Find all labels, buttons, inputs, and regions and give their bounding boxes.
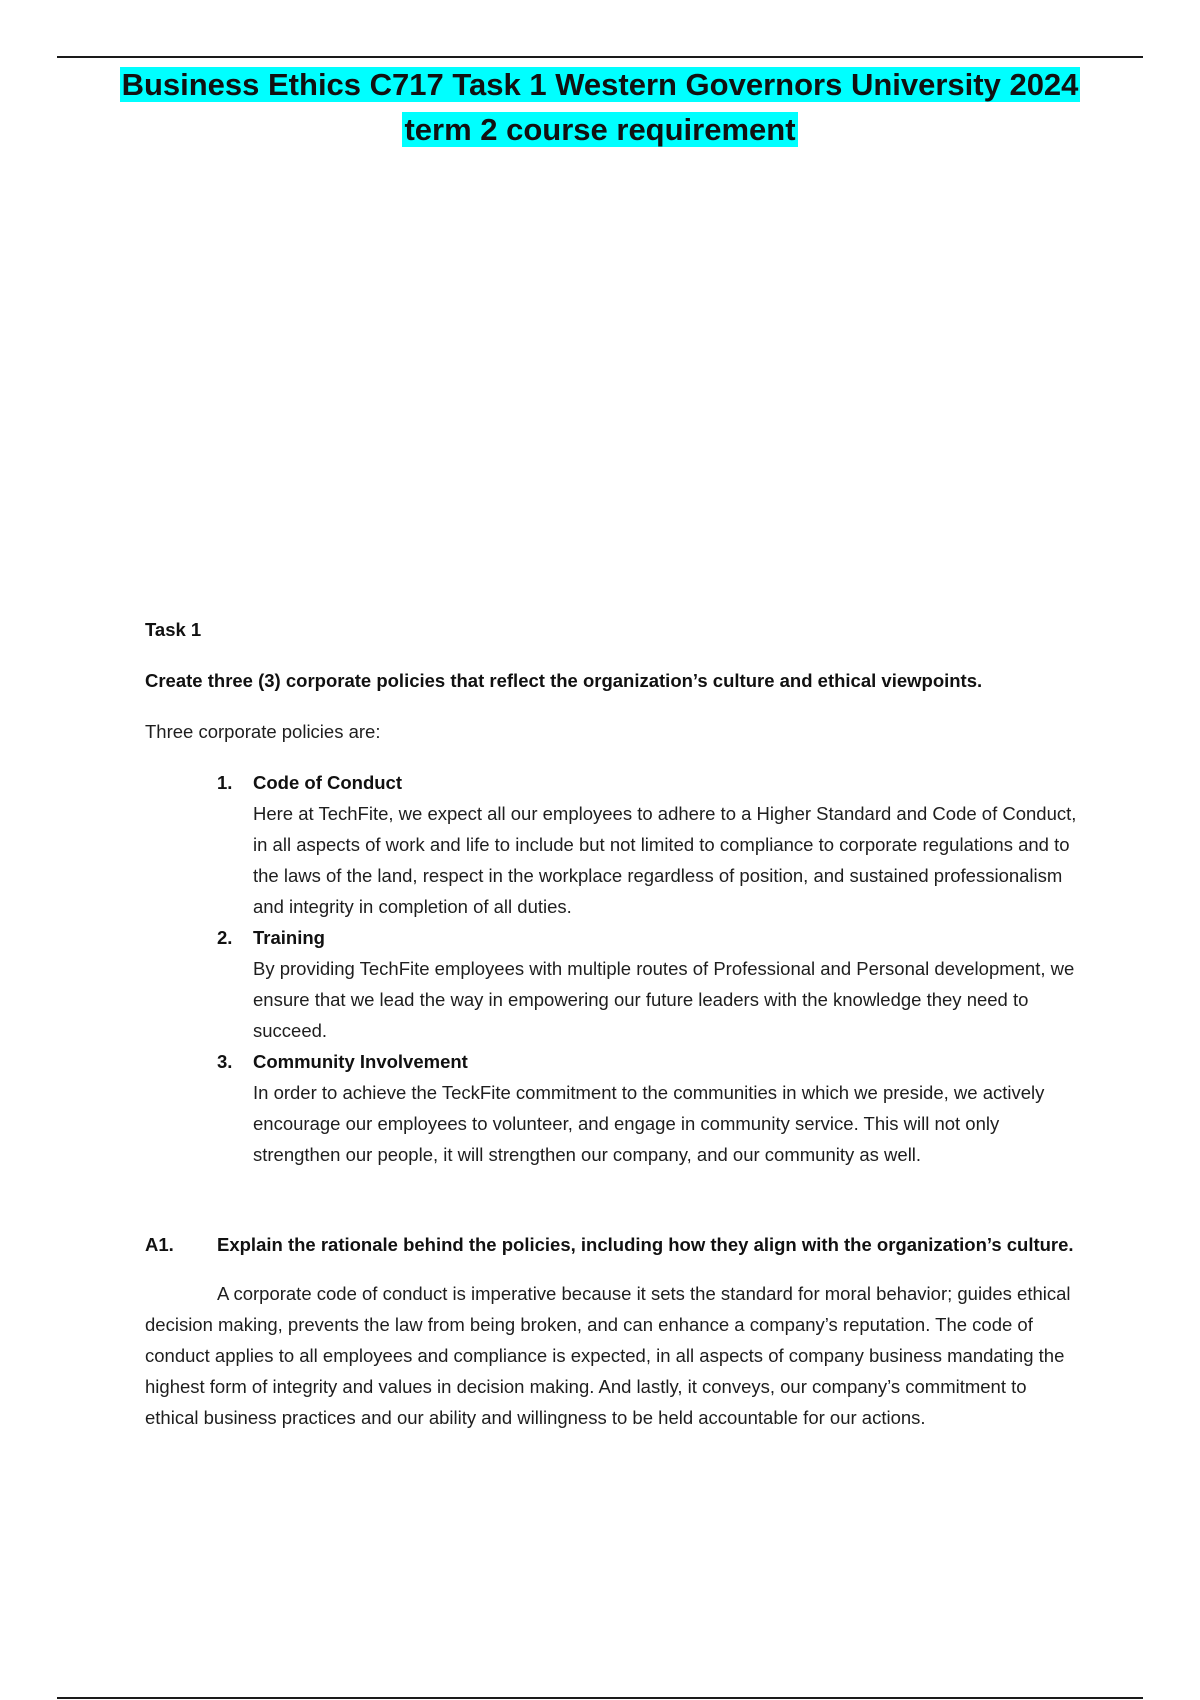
document-title [100,62,1100,152]
policy-number: 2. [217,927,233,948]
policy-list [145,767,1085,1170]
section-code: A1. [145,1234,174,1255]
task-section [145,614,1085,1170]
task-intro: Three corporate policies are: [145,721,381,742]
policy-number: 3. [217,1051,233,1072]
list-item [217,767,1085,922]
section-a1 [145,1229,1085,1433]
section-heading [145,1229,1085,1260]
section-heading-text: Explain the rationale behind the policies, including how they align with the organization’s culture. [217,1234,1074,1255]
policy-body: In order to achieve the TeckFite commitment to the communities in which we preside, we actively encourage our employees to volunteer, and engage in community service. This will not only strengthen our people, it will strengthen our company, and our community as well. [253,1082,1045,1165]
task-prompt: Create three (3) corporate policies that reflect the organization’s culture and ethical viewpoints. [145,670,983,691]
list-item [217,922,1085,1046]
bottom-rule [57,1697,1143,1699]
policy-number: 1. [217,772,233,793]
policy-title: Code of Conduct [253,772,403,793]
section-paragraph: A corporate code of conduct is imperative because it sets the standard for moral behavior; guides ethical decision making, prevents the law from being broken, and can enhance a company’s reputation. The code of conduct applies to all employees and compliance is expected, in all aspects of company business mandating the highest form of integrity and values in decision making. And lastly, it conveys, our company’s commitment to ethical business practices and our ability and willingness to be held accountable for our actions. [145,1283,1071,1428]
policy-body: By providing TechFite employees with multiple routes of Professional and Personal development, we ensure that we lead the way in empowering our future leaders with the knowledge they need to succeed. [253,958,1075,1041]
top-rule [57,56,1143,58]
policy-body: Here at TechFite, we expect all our employees to adhere to a Higher Standard and Code of Conduct, in all aspects of work and life to include but not limited to compliance to corporate regulations and to the laws of the land, respect in the workplace regardless of position, and sustained professionalism and integrity in completion of all duties. [253,803,1077,917]
policy-title: Community Involvement [253,1051,468,1072]
policy-title: Training [253,927,325,948]
list-item [217,1046,1085,1170]
task-label: Task 1 [145,619,202,640]
title-line-2: term 2 course requirement [404,112,796,147]
title-line-1: Business Ethics C717 Task 1 Western Governors University 2024 [121,67,1079,102]
